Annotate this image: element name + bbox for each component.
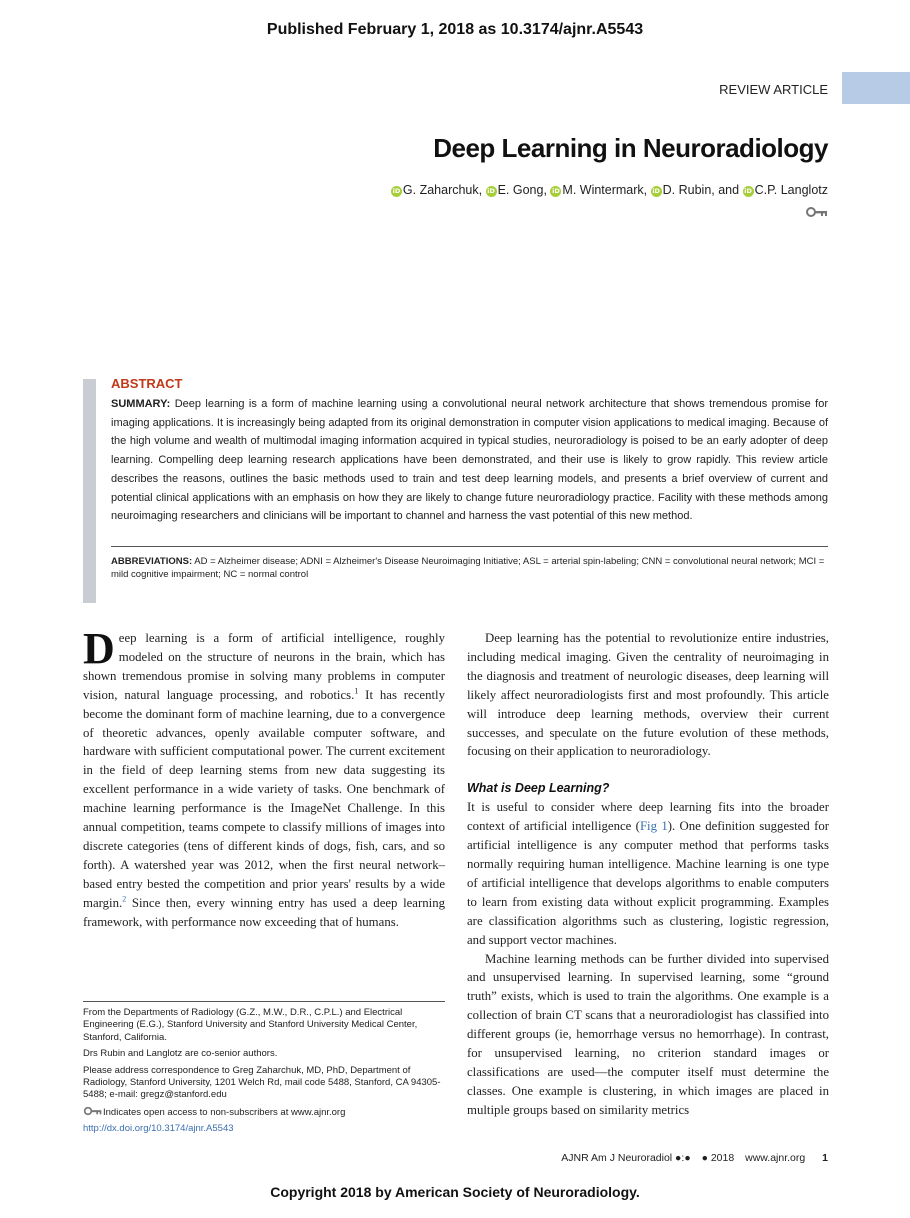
- abbreviations-label: ABBREVIATIONS:: [111, 555, 193, 567]
- doi-link[interactable]: http://dx.doi.org/10.3174/ajnr.A5543: [83, 1123, 234, 1135]
- journal-site[interactable]: www.ajnr.org: [745, 1152, 806, 1164]
- drop-cap: D: [83, 624, 115, 673]
- paragraph: Machine learning methods can be further divided into supervised and unsupervised learning. In supervised learning, some “ground truth” exists, which is used to train the algorithms. One example is a collection of brain CT scans that a neuroradiologist has classified into different groups (ie, hemorrhage versus no hemorrhage). In contrast, for unsupervised learning, no criterion standard images or classifications are used—the computer itself must determine the classes. One example is clustering, in which images are placed in multiple groups based on similarity metrics: [467, 951, 829, 1117]
- abbreviations: [111, 555, 828, 582]
- body-column-right: [467, 629, 829, 1120]
- paragraph: Deep learning has the potential to revolutionize entire industries, including medical imaging. Given the centrality of neuroimaging in the diagnosis and treatment of neurologic diseases, deep learning will likely affect neuroradiologists first and most profoundly. This article will introduce deep learning methods, overview their current successes, and speculate on the future evolution of these methods, focusing on their application to neuroradiology.: [467, 631, 829, 759]
- paragraph: It is useful to consider where deep learning fits into the broader context of artificial intelligence (Fig 1). One definition suggested for artificial intelligence is any computer method that performs tasks normally requiring human intelligence. Machine learning is one type of artificial intelligence that develops algorithms to enable computers to learn from existing data without explicit programming. Examples are classification algorithms such as clustering, logistic regression, and support vector machines.: [467, 800, 829, 947]
- footnotes: [83, 1007, 445, 1140]
- author[interactable]: iD C.P. Langlotz: [744, 183, 828, 197]
- copyright-notice: Copyright 2018 by American Society of Neuroradiology.: [270, 1184, 640, 1200]
- section-label: REVIEW ARTICLE: [719, 82, 828, 97]
- orcid-icon[interactable]: iD: [392, 187, 401, 195]
- abstract-summary: [111, 395, 828, 526]
- affiliation-note: From the Departments of Radiology (G.Z., M.W., D.R., C.P.L.) and Electrical Engineering (E.G.), Stanford University and Stanford University Medical Center, Stanford, California.: [83, 1007, 418, 1043]
- orcid-icon[interactable]: iD: [744, 187, 752, 195]
- author[interactable]: iD G. Zaharchuk,: [392, 183, 483, 197]
- open-access-key-icon: [83, 1106, 103, 1116]
- orcid-icon[interactable]: iD: [652, 187, 660, 195]
- figure-link[interactable]: Fig 1: [639, 819, 668, 834]
- footer-date: ● 2018: [701, 1152, 735, 1164]
- open-access-key-icon: [806, 206, 828, 218]
- journal-citation: AJNR Am J Neuroradiol ●:●: [561, 1152, 691, 1164]
- reference-link[interactable]: 2: [122, 894, 127, 904]
- orcid-icon[interactable]: iD: [487, 187, 495, 195]
- article-title: Deep Learning in Neuroradiology: [433, 133, 828, 163]
- footnote-divider: [83, 1001, 445, 1002]
- summary-label: SUMMARY:: [111, 398, 171, 410]
- intro-paragraph: Deep learning is a form of artificial intelligence, roughly modeled on the structure of neurons in the brain, which has shown tremendous promise in solving many problems in computer vision, natural language processing, and robotics.$^1$ It has recently become the dominant form of machine learning, due to a convergence of theoretic advances, openly available computer software, and hardware with sufficient computational power. The current excitement in the field of deep learning stems from new data suggesting its excellent performance in a wide variety of tasks. One benchmark of machine learning performance is the ImageNet Challenge. In this annual competition, teams compete to classify millions of images into discrete categories (tens of different kinds of dogs, fish, cars, and so forth). A watershed year was 2012, when the first neural network–based entry bested the competition and prior years' results by a wide margin.$^2$ Since then, every winning entry has used a deep learning framework, with performance now exceeding that of humans.: [83, 624, 445, 929]
- orcid-icon[interactable]: iD: [552, 187, 560, 195]
- abstract-divider: [111, 546, 828, 547]
- correspondence-note: Please address correspondence to Greg Zaharchuk, MD, PhD, Department of Radiology, Stanford University, 1201 Welch Rd, mail code 5488, Stanford, CA 94305-5488; e-mail: gregz@stanford.edu: [83, 1064, 441, 1101]
- abstract-sidebar-bar: [83, 379, 96, 603]
- senior-author-note: Drs Rubin and Langlotz are co-senior authors.: [83, 1048, 278, 1060]
- open-access-note: Indicates open access to non-subscribers at www.ajnr.org: [83, 1106, 445, 1119]
- abstract: [111, 376, 828, 582]
- abstract-heading: ABSTRACT: [111, 376, 183, 391]
- author[interactable]: iD E. Gong,: [487, 183, 547, 197]
- section-tab: [842, 72, 910, 104]
- page-footer: [553, 1152, 828, 1164]
- abbreviations-text: AD = Alzheimer disease; ADNI = Alzheimer's Disease Neuroimaging Initiative; ASL = arterial spin-labeling; CNN = convolutional neural network; MCI = mild cognitive impairment; NC = normal control: [111, 555, 825, 581]
- author-list: [391, 183, 828, 197]
- author[interactable]: iD M. Wintermark,: [552, 183, 648, 197]
- section-heading: What is Deep Learning?: [467, 781, 610, 796]
- author[interactable]: iD D. Rubin, and: [652, 183, 740, 197]
- body-column-left: [83, 624, 445, 932]
- reference-link[interactable]: 1: [354, 686, 359, 696]
- published-banner: Published February 1, 2018 as 10.3174/ajnr.A5543: [266, 21, 644, 38]
- summary-text: Deep learning is a form of machine learning using a convolutional neural network architecture that shows tremendous promise for imaging applications. It is increasingly being adapted from its original demonstration in computer vision applications to medical imaging. Because of the high volume and wealth of multimodal imaging information acquired in typical studies, neuroradiology is poised to be an early adopter of deep learning. Compelling deep learning research applications have been demonstrated, and their use is likely to grow rapidly. This review article describes the reasons, outlines the basic methods used to train and test deep learning models, and presents a brief overview of current and potential clinical applications with an emphasis on how they are likely to change future neuroradiology practice. Facility with these methods among neuroimaging researchers and clinicians will be important to channel and harness the vast potential of this new method.: [111, 398, 828, 523]
- page-number: 1: [822, 1152, 828, 1164]
